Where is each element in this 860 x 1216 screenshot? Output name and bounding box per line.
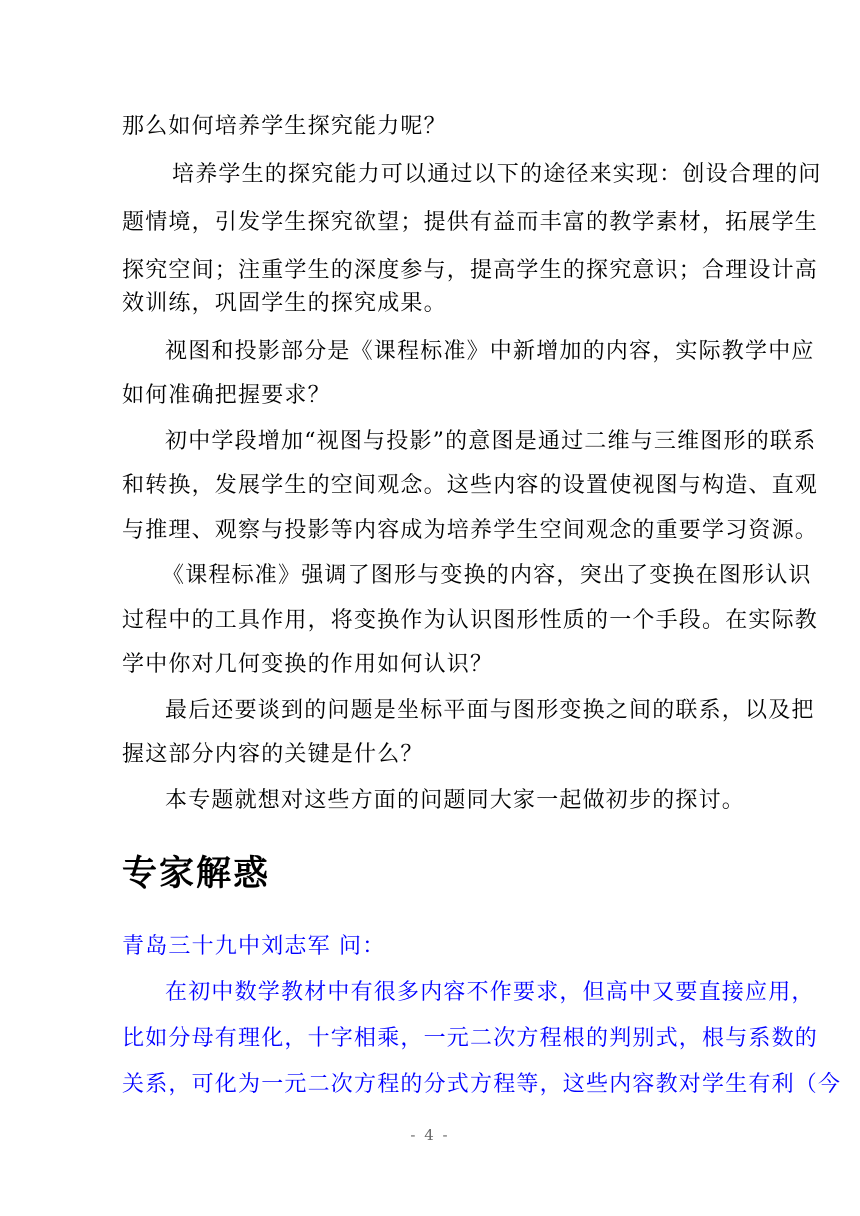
body-line: 与推理、观察与投影等内容成为培养学生空间观念的重要学习资源。: [122, 518, 819, 543]
body-line: 探究空间；注重学生的深度参与，提高学生的探究意识；合理设计高: [122, 258, 819, 283]
page-number: - 4 -: [410, 1126, 450, 1144]
body-line: 学中你对几何变换的作用如何认识？: [122, 652, 494, 677]
body-line: 效训练，巩固学生的探究成果。: [122, 291, 447, 316]
section-heading: 专家解惑: [122, 854, 271, 894]
body-line: 本专题就想对这些方面的问题同大家一起做初步的探讨。: [165, 788, 746, 813]
body-line: 握这部分内容的关键是什么？: [122, 742, 424, 767]
body-line: 培养学生的探究能力可以通过以下的途径来实现：创设合理的问: [172, 162, 822, 187]
body-line: 题情境，引发学生探究欲望；提供有益而丰富的教学素材，拓展学生: [122, 210, 819, 235]
body-line: 最后还要谈到的问题是坐标平面与图形变换之间的联系，以及把: [165, 698, 815, 723]
body-line: 过程中的工具作用，将变换作为认识图形性质的一个手段。在实际教: [122, 608, 819, 633]
body-line: 如何准确把握要求？: [122, 383, 331, 408]
question-asker: 青岛三十九中刘志军 问：: [122, 934, 386, 959]
body-line: 那么如何培养学生探究能力呢？: [122, 114, 447, 139]
question-line: 在初中数学教材中有很多内容不作要求，但高中又要直接应用，: [165, 980, 815, 1005]
question-line: 关系，可化为一元二次方程的分式方程等，这些内容教对学生有利（今: [122, 1072, 842, 1097]
body-line: 初中学段增加“视图与投影”的意图是通过二维与三维图形的联系: [165, 429, 817, 454]
body-line: 视图和投影部分是《课程标准》中新增加的内容，实际教学中应: [165, 339, 815, 364]
question-line: 比如分母有理化，十字相乘，一元二次方程根的判别式，根与系数的: [122, 1026, 819, 1051]
body-line: 《课程标准》强调了图形与变换的内容，突出了变换在图形认识: [162, 563, 812, 588]
body-line: 和转换，发展学生的空间观念。这些内容的设置使视图与构造、直观: [122, 473, 819, 498]
